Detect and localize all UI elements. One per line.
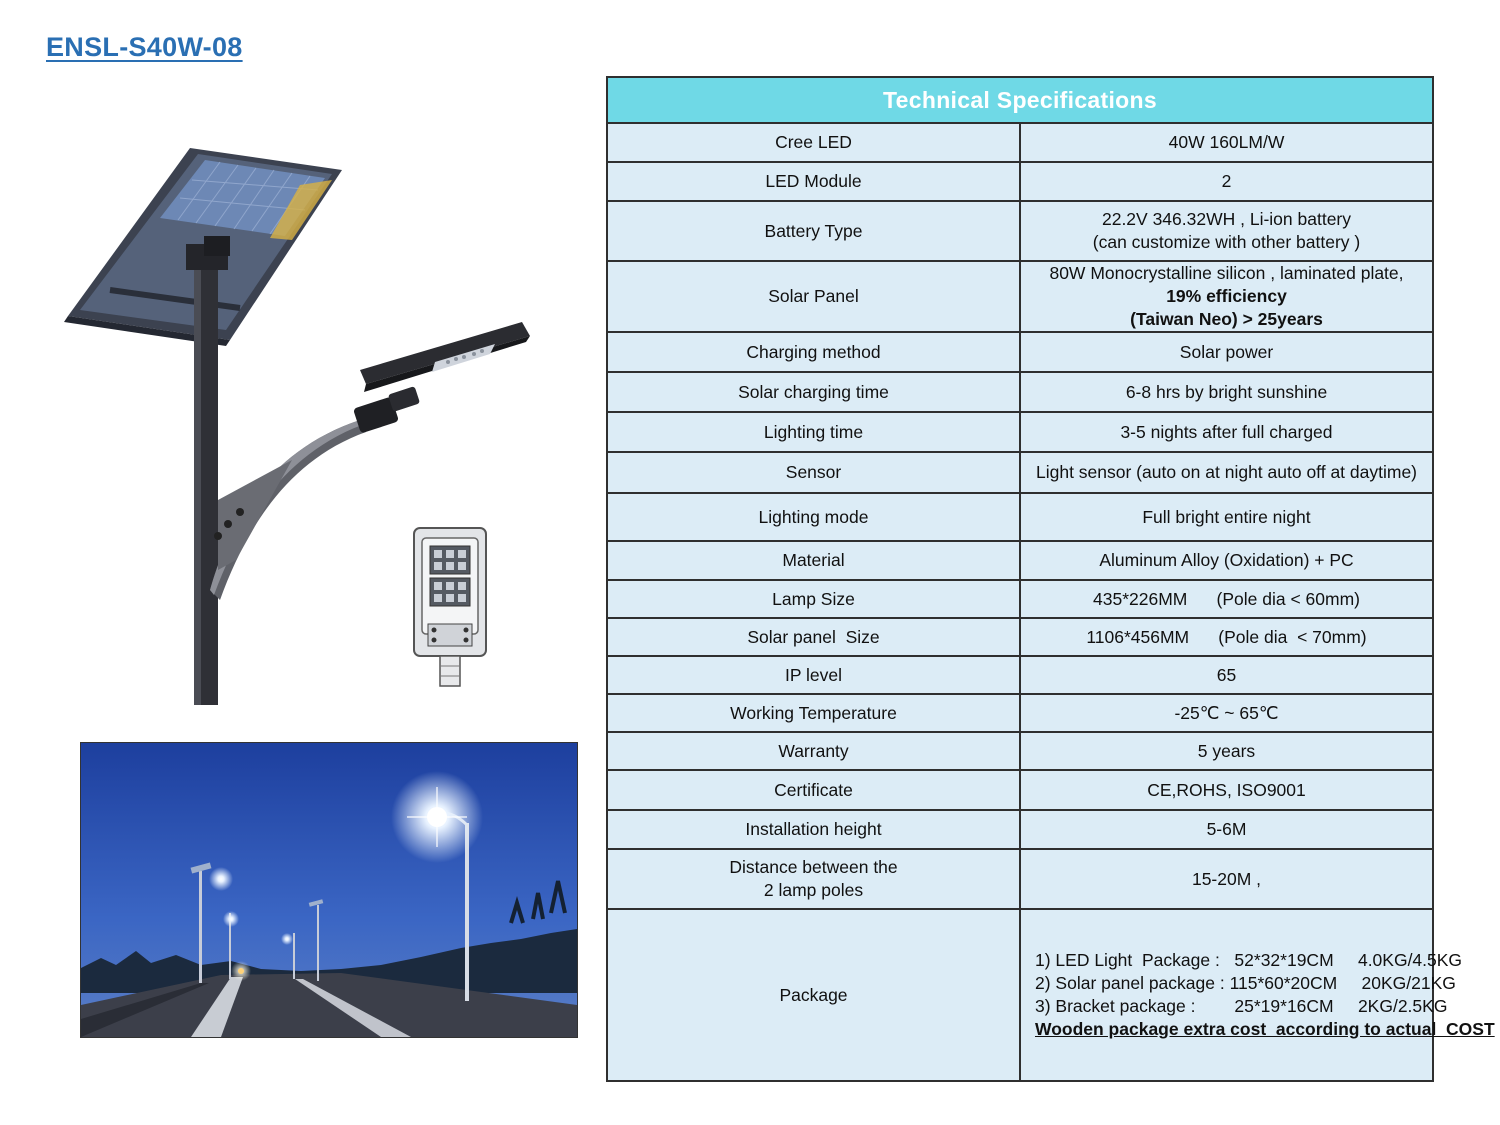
table-row: [607, 372, 1433, 412]
spec-table: [606, 76, 1495, 1082]
spec-value: [1020, 201, 1433, 261]
table-row: [607, 810, 1433, 849]
spec-value: 40W 160LM/W: [1020, 123, 1433, 162]
table-row: [607, 580, 1433, 618]
spec-label: Installation height: [607, 810, 1020, 849]
product-title: ENSL-S40W-08: [46, 32, 243, 62]
table-row: [607, 412, 1433, 452]
spec-value: -25℃ ~ 65℃: [1020, 694, 1433, 732]
spec-label: Solar charging time: [607, 372, 1020, 412]
spec-value: Solar power: [1020, 332, 1433, 372]
spec-label: IP level: [607, 656, 1020, 694]
spec-label: Solar panel Size: [607, 618, 1020, 656]
table-row: [607, 694, 1433, 732]
spec-value: 5-6M: [1020, 810, 1433, 849]
package-line: 1) LED Light Package : 52*32*19CM 4.0KG/4.5KG: [1035, 950, 1463, 970]
spec-label-line: Distance between the: [729, 857, 898, 877]
spec-label: Certificate: [607, 770, 1020, 810]
spec-value: Aluminum Alloy (Oxidation) + PC: [1020, 541, 1433, 580]
spec-value: 6-8 hrs by bright sunshine: [1020, 372, 1433, 412]
spec-label: LED Module: [607, 162, 1020, 201]
spec-label-line: 2 lamp poles: [763, 880, 864, 900]
spec-label: Package: [607, 909, 1020, 1081]
spec-value: 65: [1020, 656, 1433, 694]
spec-label: Solar Panel: [607, 261, 1020, 332]
spec-value: 2: [1020, 162, 1433, 201]
spec-label: Lamp Size: [607, 580, 1020, 618]
package-note: Wooden package extra cost according to actual COST: [1035, 1019, 1495, 1039]
led-module-image: [408, 524, 492, 690]
table-row: [607, 493, 1433, 541]
package-details: [1020, 909, 1495, 1081]
spec-value: 5 years: [1020, 732, 1433, 770]
package-line: 3) Bracket package : 25*19*16CM 2KG/2.5KG: [1035, 996, 1448, 1016]
spec-value: CE,ROHS, ISO9001: [1020, 770, 1433, 810]
spec-label: Battery Type: [607, 201, 1020, 261]
table-row: [607, 162, 1433, 201]
table-row: [607, 332, 1433, 372]
spec-label: Lighting time: [607, 412, 1020, 452]
spec-value: Light sensor (auto on at night auto off at daytime): [1020, 452, 1433, 493]
spec-value-text: 80W Monocrystalline silicon , laminated plate,: [1049, 263, 1404, 283]
spec-value: 15-20M ,: [1020, 849, 1433, 909]
spec-value: [1020, 261, 1433, 332]
table-row: [607, 656, 1433, 694]
table-header-row: [607, 77, 1433, 123]
spec-label: Sensor: [607, 452, 1020, 493]
package-line: 2) Solar panel package : 115*60*20CM 20KG/21KG: [1035, 973, 1456, 993]
table-row: [607, 618, 1433, 656]
spec-label: Material: [607, 541, 1020, 580]
table-row: [607, 452, 1433, 493]
spec-value-line: 22.2V 346.32WH , Li-ion battery: [1101, 209, 1352, 229]
spec-value: 435*226MM (Pole dia < 60mm): [1020, 580, 1433, 618]
table-header: Technical Specifications: [607, 77, 1433, 123]
spec-label: Charging method: [607, 332, 1020, 372]
table-row: [607, 909, 1433, 1081]
spec-value: Full bright entire night: [1020, 493, 1433, 541]
spec-value-line: (can customize with other battery ): [1092, 232, 1361, 252]
spec-value-bold: (Taiwan Neo) > 25years: [1130, 309, 1323, 329]
table-row: [607, 201, 1433, 261]
spec-value-bold: 19% efficiency: [1166, 286, 1287, 306]
table-row: [607, 541, 1433, 580]
night-road-photo: [80, 742, 578, 1038]
spec-value: 3-5 nights after full charged: [1020, 412, 1433, 452]
spec-label: Warranty: [607, 732, 1020, 770]
table-row: [607, 849, 1433, 909]
table-row: [607, 770, 1433, 810]
table-row: [607, 123, 1433, 162]
spec-label: Lighting mode: [607, 493, 1020, 541]
spec-label: Working Temperature: [607, 694, 1020, 732]
spec-value: 1106*456MM (Pole dia < 70mm): [1020, 618, 1433, 656]
spec-label: Cree LED: [607, 123, 1020, 162]
table-row: [607, 732, 1433, 770]
table-row: [607, 261, 1433, 332]
spec-label: [607, 849, 1020, 909]
